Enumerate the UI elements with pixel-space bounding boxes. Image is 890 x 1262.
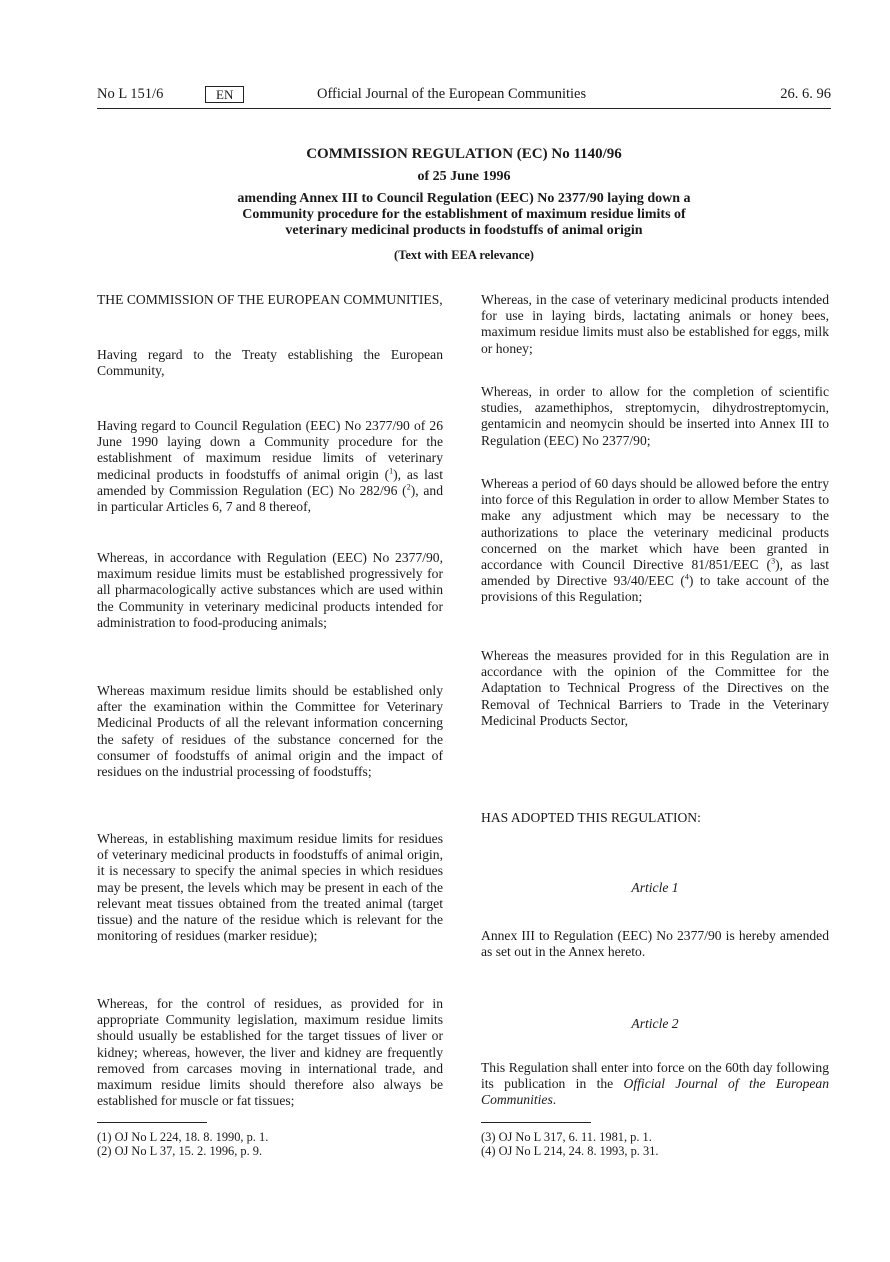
- article-2-text: This Regulation shall enter into force on the 60th day following its publication in the Official Journal of the European Communities.: [481, 1060, 830, 1108]
- recital-committee-opinion: Whereas the measures provided for in this Regulation are in accordance with the opinion of the Committee for the Adaptation to Technical Progress of the Directives on the Removal of Technical Barriers to Trade in the Veterinary Medicinal Products Sector,: [481, 648, 829, 728]
- publication-date: 26. 6. 96: [780, 86, 831, 102]
- header-divider: [97, 108, 831, 109]
- page-header: [97, 86, 831, 108]
- recital-eggs-milk-honey: Whereas, in the case of veterinary medicinal products intended for use in laying birds, lactating animals or honey bees, maximum residue limits must also be established for eggs, milk or honey;: [481, 292, 829, 356]
- footnote-3: (3) OJ No L 317, 6. 11. 1981, p. 1.: [481, 1130, 652, 1144]
- article-1-text: Annex III to Regulation (EEC) No 2377/90 is hereby amended as set out in the Annex hereto.: [481, 928, 829, 960]
- language-badge: EN: [205, 86, 244, 103]
- recital-council-regulation: Having regard to Council Regulation (EEC) No 2377/90 of 26 June 1990 laying down a Community procedure for the establishment of maximum residue limits of veterinary medicinal products in foodstuffs of animal origin ($^1$), as last amended by Commission Regulation (EC) No 282/96 ($^2$), and in particular Articles 6, 7 and 8 thereof,: [97, 418, 443, 515]
- recital-progressive-limits: Whereas, in accordance with Regulation (EEC) No 2377/90, maximum residue limits must be established progressively for all pharmacologically active substances which are used within the Community in veterinary medicinal products intended for administration to food-producing animals;: [97, 550, 443, 630]
- regulation-subject-line-2: Community procedure for the establishment of maximum residue limits of: [242, 207, 686, 222]
- article-2-heading: Article 2: [631, 1016, 679, 1031]
- article-1-heading: Article 1: [631, 880, 679, 895]
- recital-control-residues: Whereas, for the control of residues, as provided for in appropriate Community legislation, maximum residue limits should usually be established for the target tissues of liver or kidney; whereas, however, the liver and kidney are frequently removed from carcases moving in international trade, and maximum residue limits should therefore also always be established for muscle or fat tissues;: [97, 996, 443, 1109]
- recital-transition-period: Whereas a period of 60 days should be allowed before the entry into force of this Regulation in order to allow Member States to make any adjustment which may be necessary to the authorizations to place the veterinary medicinal products concerned on the market which have been granted in accordance with Council Directive 81/851/EEC ($^3$), as last amended by Directive 93/40/EEC ($^4$) to take account of the provisions of this Regulation;: [481, 476, 829, 605]
- journal-title: Official Journal of the European Communities: [317, 86, 587, 102]
- regulation-subject-line-1: amending Annex III to Council Regulation (EEC) No 2377/90 laying down a: [237, 191, 691, 206]
- footnote-2: (2) OJ No L 37, 15. 2. 1996, p. 9.: [97, 1144, 263, 1158]
- regulation-subject-line-3: veterinary medicinal products in foodstuffs of animal origin: [285, 223, 643, 238]
- footnote-divider-left: [97, 1122, 207, 1123]
- journal-reference: No L 151/6: [97, 86, 164, 102]
- recital-scientific-studies: Whereas, in order to allow for the completion of scientific studies, azamethiphos, streptomycin, dihydrostreptomycin, gentamicin and neomycin should be inserted into Annex III to Regulation (EEC) No 2377/90;: [481, 384, 829, 448]
- recital-species-tissues: Whereas, in establishing maximum residue limits for residues of veterinary medicinal products in foodstuffs of animal origin, it is necessary to specify the animal species in which residues may be present, the levels which may be present in each of the relevant meat tissues obtained from the treated animal (target tissue) and the nature of the residue which is relevant for the monitoring of residues (marker residue);: [97, 831, 443, 944]
- regulation-title: COMMISSION REGULATION (EC) No 1140/96: [306, 146, 622, 162]
- footnote-4: (4) OJ No L 214, 24. 8. 1993, p. 31.: [481, 1144, 659, 1158]
- footnote-1: (1) OJ No L 224, 18. 8. 1990, p. 1.: [97, 1130, 269, 1144]
- eea-relevance: (Text with EEA relevance): [394, 248, 534, 262]
- preamble-commission: THE COMMISSION OF THE EUROPEAN COMMUNITIES,: [97, 292, 443, 307]
- regulation-date: of 25 June 1996: [417, 169, 511, 184]
- recital-treaty: Having regard to the Treaty establishing the European Community,: [97, 347, 443, 379]
- recital-committee-examination: Whereas maximum residue limits should be established only after the examination within the Committee for Veterinary Medicinal Products of all the relevant information concerning the safety of residues of the substance concerned for the consumer of foodstuffs of animal origin and the impact of residues on the industrial processing of foodstuffs;: [97, 683, 443, 780]
- adoption-statement: HAS ADOPTED THIS REGULATION:: [481, 810, 701, 825]
- footnote-divider-right: [481, 1122, 591, 1123]
